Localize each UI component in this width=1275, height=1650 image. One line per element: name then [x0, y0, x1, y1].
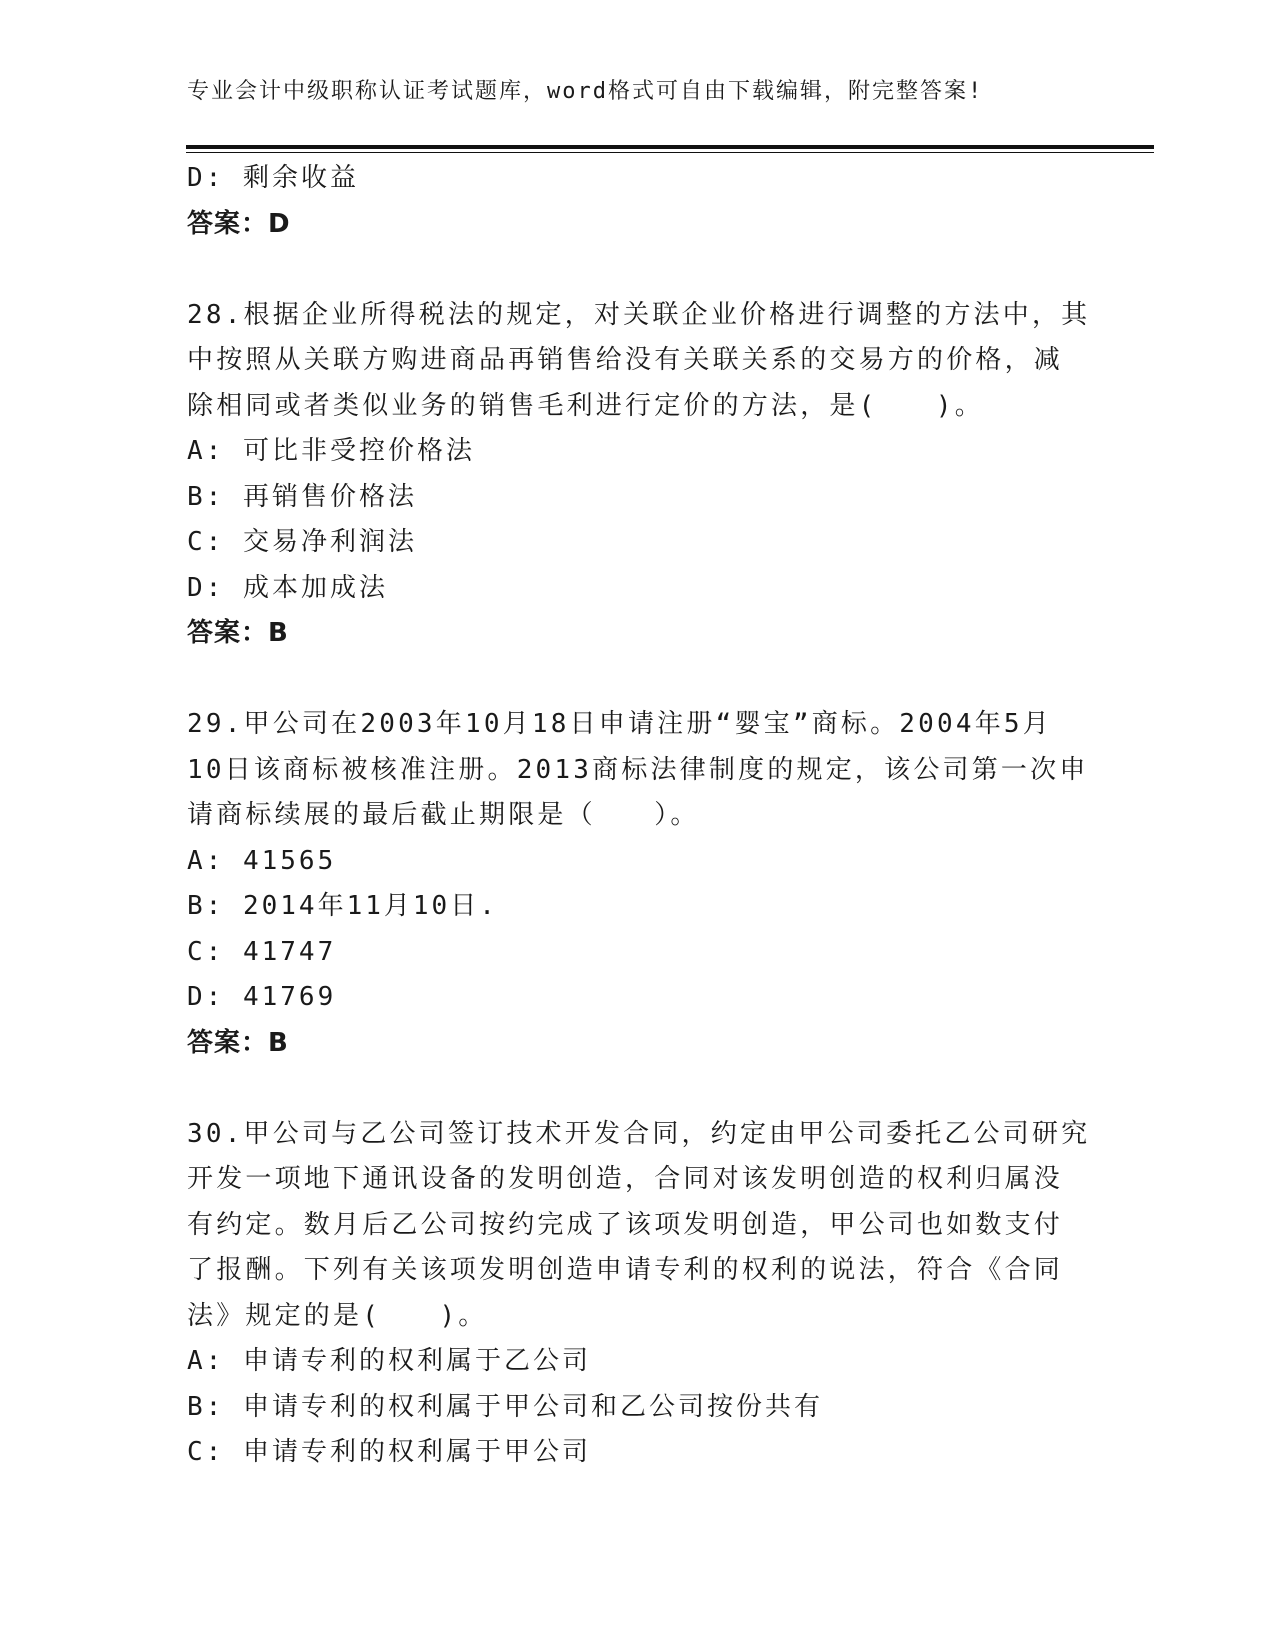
option-label: D [187, 572, 206, 603]
option-a: A: 申请专利的权利属于乙公司 [187, 1346, 591, 1376]
page-header: 专业会计中级职称认证考试题库，word格式可自由下载编辑，附完整答案! [187, 79, 984, 104]
option-text: 可比非受控价格法 [242, 436, 475, 466]
question-line: 29.甲公司在2003年10月18日申请注册“婴宝”商标。2004年5月 [187, 709, 1052, 739]
question-28 [187, 293, 1091, 657]
question-line: 请商标续展的最后截止期限是（ ）。 [187, 800, 700, 830]
question-29 [187, 702, 1087, 1066]
answer: 答案：B [187, 1027, 289, 1058]
option-text: 交易净利润法 [242, 527, 417, 557]
option-label: C [187, 527, 206, 557]
question-text [187, 702, 1087, 839]
option-label: B [187, 891, 206, 921]
option-text: 41769 [242, 982, 337, 1012]
answer: 答案：D [187, 208, 291, 239]
option-d: D: 剩余收益 [187, 163, 359, 193]
option-text: 申请专利的权利属于乙公司 [242, 1346, 591, 1376]
question-line: 10日该商标被核准注册。2013商标法律制度的规定，该公司第一次申 [187, 754, 1089, 785]
option-label: A [187, 436, 206, 466]
option-label: B [187, 1391, 206, 1422]
option-c: C: 41747 [187, 936, 337, 967]
option-c: C: 交易净利润法 [187, 527, 417, 557]
option-label: B [187, 481, 206, 512]
option-text: 41747 [242, 936, 337, 967]
header-rule-thick [186, 145, 1154, 149]
option-a: A: 可比非受控价格法 [187, 436, 475, 466]
option-c: C: 申请专利的权利属于甲公司 [187, 1437, 591, 1467]
option-label: C [187, 936, 206, 967]
option-d: D: 41769 [187, 982, 337, 1012]
prev-question-tail [187, 156, 1087, 247]
option-text: 剩余收益 [242, 163, 359, 193]
option-text: 申请专利的权利属于甲公司 [242, 1437, 591, 1467]
question-line: 开发一项地下通讯设备的发明创造，合同对该发明创造的权利归属没 [187, 1164, 1064, 1194]
question-line: 除相同或者类似业务的销售毛利进行定价的方法，是( )。 [187, 390, 984, 421]
option-label: A [187, 1346, 206, 1376]
option-text: 41565 [242, 845, 337, 876]
option-text: 2014年11月10日. [242, 891, 498, 921]
question-text [187, 293, 1091, 430]
question-text [187, 1112, 1091, 1340]
content-body [187, 156, 1091, 1476]
option-b: B: 2014年11月10日. [187, 891, 498, 921]
question-line: 中按照从关联方购进商品再销售给没有关联关系的交易方的价格，减 [187, 345, 1064, 375]
question-line: 30.甲公司与乙公司签订技术开发合同，约定由甲公司委托乙公司研究 [187, 1118, 1091, 1149]
answer: 答案：B [187, 618, 289, 648]
question-line: 法》规定的是( )。 [187, 1300, 488, 1331]
question-line: 有约定。数月后乙公司按约完成了该项发明创造，甲公司也如数支付 [187, 1209, 1064, 1240]
option-text: 申请专利的权利属于甲公司和乙公司按份共有 [242, 1391, 823, 1422]
option-label: D [187, 982, 206, 1012]
option-label: C [187, 1437, 206, 1467]
option-text: 成本加成法 [242, 572, 388, 603]
option-a: A: 41565 [187, 845, 337, 876]
option-b: B: 申请专利的权利属于甲公司和乙公司按份共有 [187, 1391, 823, 1422]
question-line: 28.根据企业所得税法的规定，对关联企业价格进行调整的方法中，其 [187, 299, 1091, 330]
question-line: 了报酬。下列有关该项发明创造申请专利的权利的说法，符合《合同 [187, 1255, 1064, 1285]
question-30 [187, 1112, 1091, 1476]
option-text: 再销售价格法 [242, 481, 417, 512]
option-b: B: 再销售价格法 [187, 481, 417, 512]
option-d: D: 成本加成法 [187, 572, 388, 603]
header-rule-thin [186, 152, 1154, 153]
option-label: A [187, 845, 206, 876]
option-label: D [187, 163, 206, 193]
